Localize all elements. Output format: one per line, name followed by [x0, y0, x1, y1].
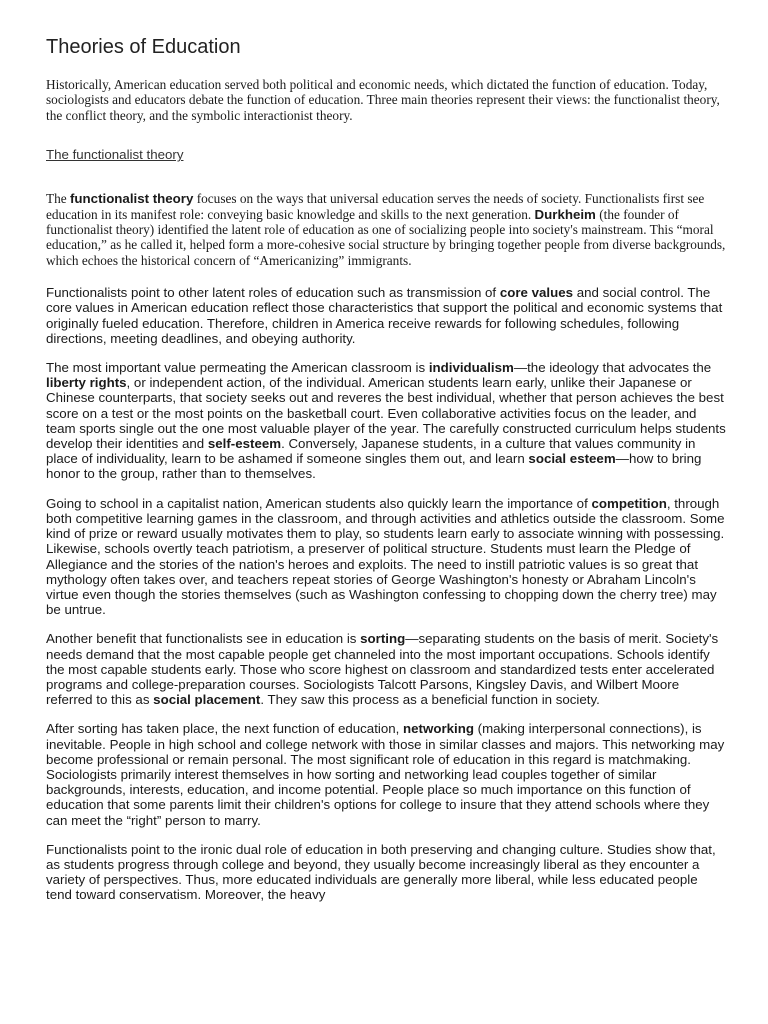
- core-values-paragraph: Functionalists point to other latent roles of education such as transmission of core values and social control. The core values in American education reflect those characteristics that support the political and economic systems that originally fueled education. Therefore, children in America receive rewards for following schedules, following directions, meeting deadlines, and obeying authority.: [46, 285, 723, 346]
- individualism-paragraph: The most important value permeating the American classroom is individualism—the ideology that advocates the liberty rights, or independent action, of the individual. American students learn early, unlike their Japanese or Chinese counterparts, that society seeks out and reveres the best individual, whether that person achieves the best score on a test or the most points on the basketball court. Even collaborative activities focus on the leader, and team sports single out the one most valuable player of the year. The carefully constructed curriculum helps students develop their identities and self-esteem. Conversely, Japanese students, in a culture that values community in place of individuality, learn to be ashamed if someone singles them out, and learn social esteem—how to bring honor to the group, rather than to themselves.: [46, 360, 726, 482]
- document-page: [46, 36, 726, 917]
- term-social-placement: social placement: [153, 692, 261, 708]
- term-competition: competition: [591, 495, 667, 511]
- functionalist-theory-link[interactable]: The functionalist theory: [46, 147, 184, 163]
- term-liberty-rights: liberty rights: [46, 375, 127, 391]
- term-networking: networking: [403, 721, 474, 737]
- culture-paragraph: Functionalists point to the ironic dual role of education in both preserving and changing culture. Studies show that, as students progress through college and beyond, they usually become increasingly liberal as they encounter a variety of perspectives. Thus, more educated individuals are generally more liberal, while less educated people tend toward conservatism. Moreover, the heavy: [46, 841, 716, 903]
- sorting-paragraph: Another benefit that functionalists see in education is sorting—separating students on the basis of merit. Society's needs demand that the most capable people get channeled into the most important occupations. Schools identify the most capable students early. Those who score highest on classroom and standardized tests enter accelerated programs and college-preparation courses. Sociologists Talcott Parsons, Kingsley Davis, and Wilbert Moore referred to this as social placement. They saw this process as a beneficial function in society.: [46, 631, 719, 708]
- term-sorting: sorting: [360, 631, 406, 647]
- term-social-esteem: social esteem: [528, 451, 616, 467]
- page-title: Theories of Education: [46, 36, 241, 58]
- term-core-values: core values: [499, 285, 574, 301]
- functionalist-paragraph: The functionalist theory focuses on the ways that universal education serves the needs of society. Functionalists first see education in its manifest role: conveying basic knowledge and skills to the next generation. Durkheim (the founder of functionalist theory) identified the latent role of education as one of socializing people into society's mainstream. This “moral education,” as he called it, helped form a more-cohesive social structure by bringing together people from diverse backgrounds, which echoes the historical concern of “Americanizing” immigrants.: [46, 191, 726, 268]
- competition-paragraph: Going to school in a capitalist nation, American students also quickly learn the importance of competition, through both competitive learning games in the classroom, and through activities and athletics outside the classroom. Some kind of prize or reward usually motivates them to play, so students learn early to associate winning with possessing. Likewise, schools overtly teach patriotism, a preserver of political structure. Students must learn the Pledge of Allegiance and the stories of the nation's heroes and exploits. The need to instill patriotic values is so great that mythology often takes over, and teachers repeat stories of George Washington's honesty or Abraham Lincoln's virtue even though the stories themselves (such as Washington confessing to chopping down the cherry tree) may be untrue.: [46, 495, 725, 618]
- intro-paragraph: Historically, American education served both political and economic needs, which dictated the function of education. Today, sociologists and educators debate the function of education. Three main theories represent their views: the functionalist theory, the conflict theory, and the symbolic interactionist theory.: [46, 77, 720, 123]
- term-self-esteem: self-esteem: [207, 436, 282, 452]
- term-functionalist-theory: functionalist theory: [70, 191, 194, 207]
- networking-paragraph: After sorting has taken place, the next function of education, networking (making interpersonal connections), is inevitable. People in high school and college network with those in similar classes and majors. This networking may become professional or remain personal. The most significant role of education in this regard is matchmaking. Sociologists primarily interest themselves in how sorting and networking lead couples together of similar backgrounds, interests, education, and income potential. People place so much importance on this function of education that some parents limit their children's options for college to insure that they attend schools where they can meet the “right” person to marry.: [46, 721, 725, 828]
- term-individualism: individualism: [428, 360, 514, 376]
- term-durkheim: Durkheim: [534, 206, 596, 222]
